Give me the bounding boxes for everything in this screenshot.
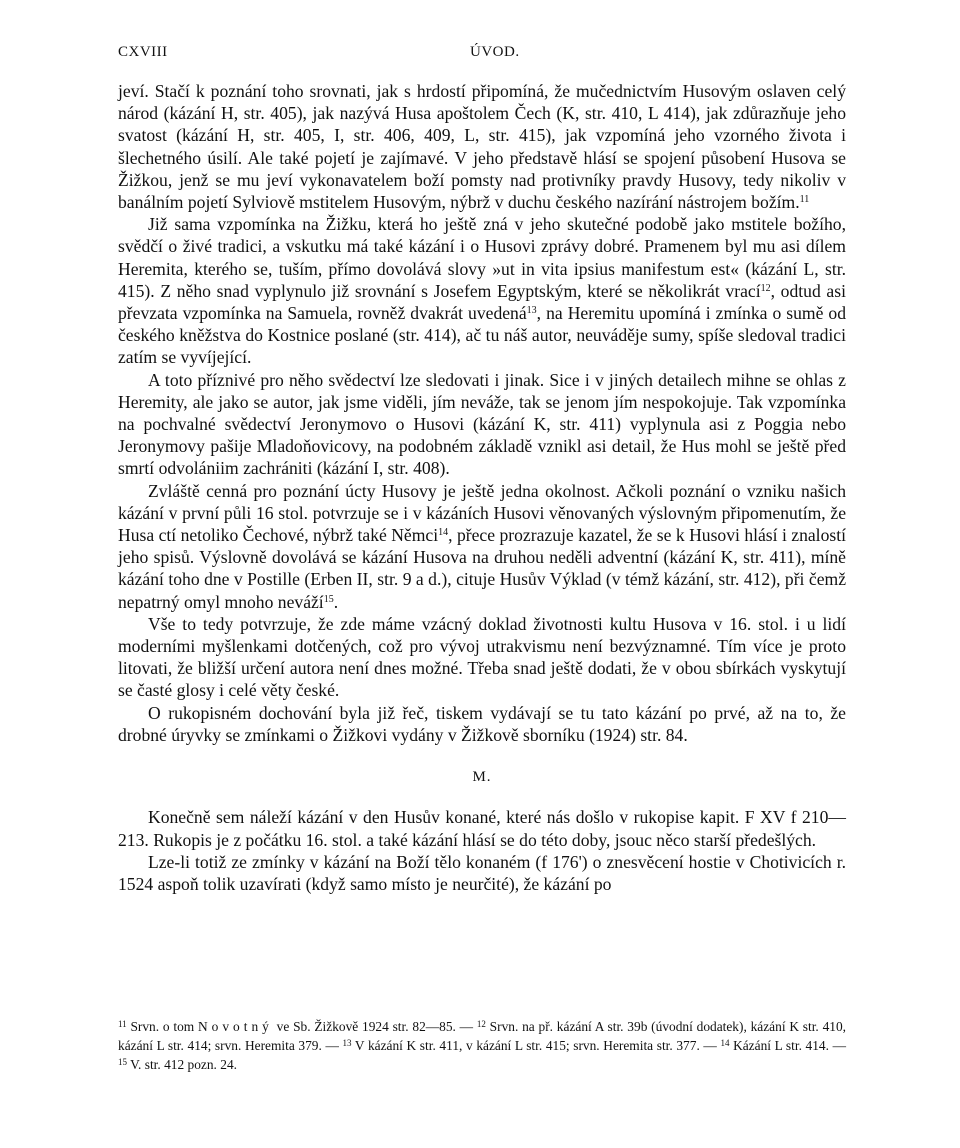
footnote-ref: 14 xyxy=(720,1037,730,1048)
footnote-ref: 12 xyxy=(760,282,771,294)
paragraph: Vše to tedy potvrzuje, že zde máme vzácný doklad životnosti kultu Husova v 16. stol. i u lidí moderními myšlenkami dotčených, což pro vývoj utrakvismu není bezvýznamné. Tím více je proto litovati, že bližší určení autora není dnes možné. Třeba snad ještě dodati, že v obou sbírkách vyskytují se časté glosy i celé věty české. xyxy=(118,613,846,701)
footnote-ref: 12 xyxy=(476,1019,486,1029)
paragraph-list xyxy=(118,80,846,746)
running-title: ÚVOD. xyxy=(470,44,520,60)
footnote-ref: 13 xyxy=(526,305,537,317)
paragraph: Již sama vzpomínka na Žižku, která ho ještě zná v jeho skutečné podobě jako mstitele božího, svědčí o živé tradici, a vskutku má také kázání i o Husovi zprávy dobré. Pramenem byl mu asi dílem Heremita, kterého se, tuším, přímo dovolává slovy »ut in vita ipsius manifestum est« (kázání L, str. 415). Z něho snad vyplynulo již srovnání s Josefem Egyptským, které se několikrát vrací$^{12}$, odtud asi převzata vzpomínka na Samuela, rovněž dvakrát uvedená$^{13}$, na Heremitu upomíná i zmínka o sumě od českého kněžstva do Kostnice poslané (str. 414), ač tu náš autor, neuváděje sumy, spíše sledoval tradici zatím se vyvíjející. xyxy=(118,214,847,368)
paragraph: A toto příznivé pro něho svědectví lze sledovati i jinak. Sice i v jiných detailech mihne se ohlas z Heremity, ale jako se autor, jak jsme viděli, jím neváže, tak se jenom jím nespokojuje. Tak vzpomínka na pochvalné svědectví Jeronymovo o Husovi (kázání K, str. 411) vyplynula asi z Poggia nebo Jeronymovy pašije Mladoňovicovy, na podobném základě vznikl asi detail, že Hus mohl se ještě před smrtí odvolániim zachrániti (kázání I, str. 408). xyxy=(118,369,846,479)
body-text xyxy=(118,80,846,895)
section-paragraph-list xyxy=(118,806,846,895)
footnotes: $^{11}$ Srvn. o tom Novotný ve Sb. Žižkově 1924 str. 82—85. — $^{12}$ Srvn. na př. kázání A str. 39b (úvodní dodatek), kázání K str. 410, kázání L str. 414; srvn. Heremita 379. — $^{13}$ V kázání K str. 411, v kázání L str. 415; srvn. Heremita str. 377. — $^{14}$ Kázání L str. 414. — $^{15}$ V. str. 412 pozn. 24. xyxy=(118,1019,847,1072)
paragraph: Zvláště cenná pro poznání úcty Husovy je ještě jedna okolnost. Ačkoli poznání o vzniku našich kázání v první půli 16 stol. potvrzuje se i v kázáních Husovi věnovaných výslovným připomenutím, že Husa ctí netoliko Čechové, nýbrž také Němci$^{14}$, přece prozrazuje kazatel, že se k Husovi hlásí i znalostí jeho spisů. Výslovně dovolává se kázání Husova na druhou neděli adventní (kázání K, str. 411), míně kázání toho dne v Postille (Erben II, str. 9 a d.), cituje Husův Výklad (v témž kázání, str. 412), při čemž nepatrný omyl mnoho neváží$^{15}$. xyxy=(118,480,846,612)
paragraph: Konečně sem náleží kázání v den Husův konané, které nás došlo v rukopise kapit. F XV f 210—213. Rukopis je z počátku 16. stol. a také kázání hlásí se do této doby, jsouc něco starší předešlých. xyxy=(118,807,846,850)
footnote-ref: 11 xyxy=(118,1019,127,1029)
footnote-ref: 14 xyxy=(438,527,449,539)
paragraph: Lze-li totiž ze zmínky v kázání na Boží tělo konaném (f 176') o znesvěcení hostie v Chotivicích r. 1524 aspoň tolik uzavírati (když samo místo je neurčité), že kázání po xyxy=(118,851,846,894)
page-header xyxy=(118,44,846,70)
page-number: CXVIII xyxy=(118,44,168,60)
paragraph: O rukopisném dochování byla již řeč, tiskem vydávají se tu tato kázání po prvé, až na to, že drobné úryvky se zmínkami o Žižkovi vydány v Žižkově sborníku (1924) str. 84. xyxy=(118,702,846,745)
footnote-ref: 15 xyxy=(118,1056,127,1067)
section-heading: M. xyxy=(472,769,492,786)
footnote-ref: 13 xyxy=(342,1037,352,1048)
spaced-name: Novotný xyxy=(198,1019,273,1034)
footnote-ref: 11 xyxy=(799,194,810,206)
paragraph: jeví. Stačí k poznání toho srovnati, jak s hrdostí připomíná, že mučednictvím Husovým oslaven celý národ (kázání H, str. 405), jak nazývá Husa apoštolem Čech (K, str. 410, L 414), jak zdůrazňuje jeho svatost (kázání H, str. 405, I, str. 406, 409, L, str. 415), jak vzpomíná jeho vzorného života i šlechetného úsilí. Ale také pojetí je zajímavé. V jeho představě hlásí se spojení působení Husova se Žižkou, jenž se mu jeví vykonavatelem boží pomsty nad protivníky pravdy Husovy, tedy nikoliv v banálním pojetí Sylviově mstitelem Husovým, nýbrž v duchu českého nazírání nástrojem božím.$^{11}$ xyxy=(118,81,846,213)
footnote-ref: 15 xyxy=(323,593,334,605)
page xyxy=(118,44,846,895)
